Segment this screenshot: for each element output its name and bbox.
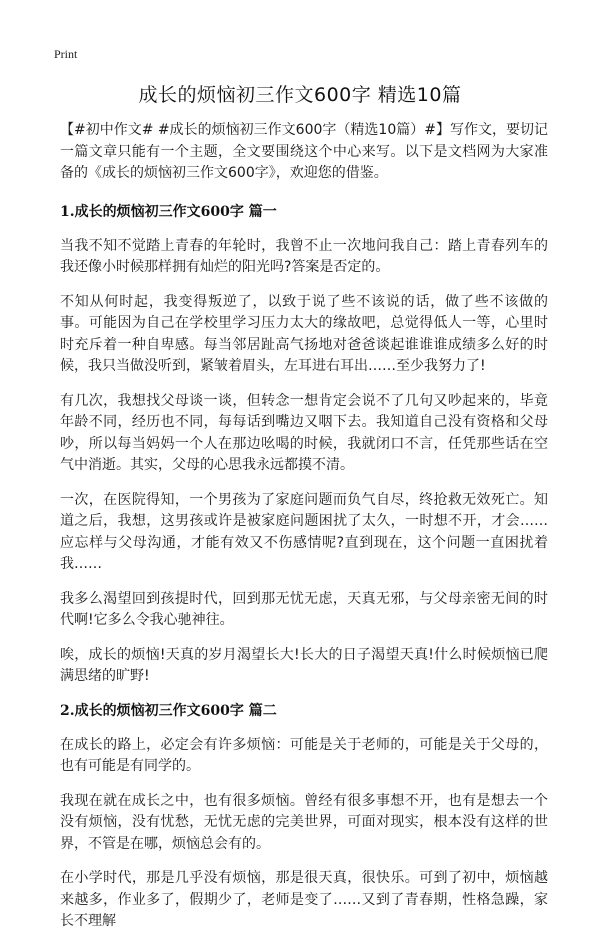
- paragraph: 我多么渴望回到孩提时代，回到那无忧无虑，天真无邪，与父母亲密无间的时代啊!它多么令我心驰神往。: [60, 590, 548, 628]
- paragraph: 在成长的路上，必定会有许多烦恼：可能是关于老师的，可能是关于父母的，也有可能是有同学的。: [60, 736, 548, 774]
- paragraph: 我现在就在成长之中，也有很多烦恼。曾经有很多事想不开，也有是想去一个没有烦恼，没有忧愁，无忧无虑的完美世界，可面对现实，根本没有这样的世界，不管是在哪，烦恼总会有的。: [60, 792, 548, 852]
- intro-paragraph: 【#初中作文# #成长的烦恼初三作文600字（精选10篇）#】写作文，要切记一篇文章只能有一个主题，全文要围绕这个中心来写。以下是文档网为大家准备的《成长的烦恼初三作文600字》，欢迎您的借鉴。: [60, 122, 548, 181]
- paragraph: 不知从何时起，我变得叛逆了，以致于说了些不该说的话，做了些不该做的事。可能因为自己在学校里学习压力太大的缘故吧，总觉得低人一等，心里时时充斥着一种自卑感。每当邻居趾高气扬地对爸爸谈起谁谁谁成绩多么好的时候，我只当做没听到，紧皱着眉头，左耳进右耳出……至少我努力了!: [60, 293, 548, 374]
- section-heading: 2.成长的烦恼初三作文600字 篇二: [60, 702, 277, 719]
- section-1: [60, 202, 548, 688]
- paragraph: 当我不知不觉踏上青春的年轮时，我曾不止一次地问我自己：踏上青春列车的我还像小时候那样拥有灿烂的阳光吗?答案是否定的。: [60, 237, 548, 275]
- paragraph: 在小学时代，那是几乎没有烦恼，那是很天真，很快乐。可到了初中，烦恼越来越多，作业多了，假期少了，老师是变了……又到了青春期，性格急躁，家长不理解: [60, 870, 548, 929]
- section-2: [60, 701, 548, 933]
- article-body: [60, 120, 548, 946]
- print-label: Print: [54, 47, 78, 61]
- paragraph: 唉，成长的烦恼!天真的岁月渴望长大!长大的日子渴望天真!什么时候烦恼已爬满思绪的旷野!: [60, 646, 548, 684]
- page-title: 成长的烦恼初三作文600字 精选10篇: [138, 84, 462, 106]
- section-heading: 1.成长的烦恼初三作文600字 篇一: [60, 203, 277, 220]
- paragraph: 有几次，我想找父母谈一谈，但转念一想肯定会说不了几句又吵起来的，毕竟年龄不同，经历也不同，每每话到嘴边又咽下去。我知道自己没有资格和父母吵，所以每当妈妈一个人在那边吆喝的时候，我就闭口不言，任凭那些话在空气中消逝。其实，父母的心思我永远都摸不清。: [60, 392, 548, 473]
- paragraph: 一次，在医院得知，一个男孩为了家庭问题而负气自尽，终抢救无效死亡。知道之后，我想，这男孩或许是被家庭问题困扰了太久，一时想不开，才会……应忘样与父母沟通，才能有效又不伤感情呢?直到现在，这个问题一直困扰着我……: [60, 491, 548, 572]
